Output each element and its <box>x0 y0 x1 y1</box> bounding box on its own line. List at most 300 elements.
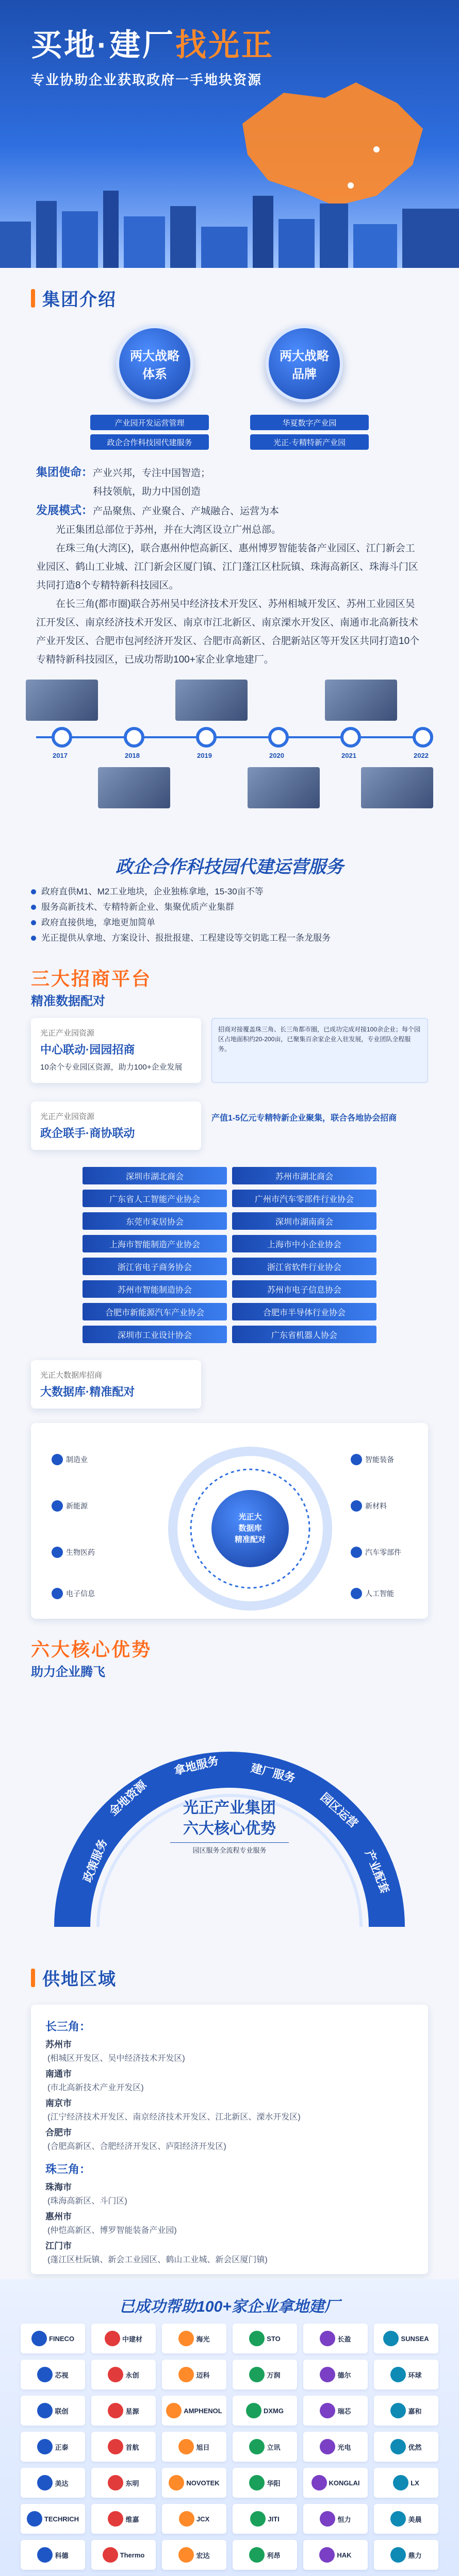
mission-row <box>36 463 423 483</box>
client-logo <box>91 2360 156 2389</box>
city-name: 珠海市 <box>45 2182 72 2192</box>
brand-pills <box>250 415 369 450</box>
client-logo <box>303 2324 368 2353</box>
logo-name: 芯视 <box>55 2371 69 2379</box>
logo-name: JITI <box>268 2515 280 2523</box>
model-label: 发展模式： <box>36 504 93 517</box>
timeline-photo <box>361 767 433 808</box>
six-heading <box>0 1632 459 1680</box>
zone-list: (市北高新技术产业开发区) <box>47 2083 144 2092</box>
six-center <box>170 1798 289 1855</box>
industry-icon <box>351 1588 362 1599</box>
client-logo <box>21 2504 85 2534</box>
client-logo <box>91 2396 156 2426</box>
client-logo <box>303 2396 368 2426</box>
timeline-year: 2021 <box>341 752 356 759</box>
strategy-brand-line2: 品牌 <box>292 367 317 381</box>
timeline-node <box>52 727 72 748</box>
client-logo <box>91 2504 156 2534</box>
hero-subtitle: 专业协助企业获取政府一手地块资源 <box>31 72 263 88</box>
logo-name: 科德 <box>55 2551 69 2560</box>
logo-mark-icon <box>320 2331 335 2346</box>
timeline-photo <box>248 767 320 808</box>
city-name: 江门市 <box>45 2241 72 2251</box>
logo-mark-icon <box>249 2367 265 2382</box>
model-text: 产品聚焦、产业聚合、产城融合、运营为本 <box>93 506 280 517</box>
logo-mark-icon <box>108 2367 123 2382</box>
service-item-text: 服务高新技术、专精特新企业、集聚优质产业集群 <box>41 902 234 912</box>
timeline-node <box>268 727 289 748</box>
logo-name: 美达 <box>55 2479 69 2487</box>
region-yrd: 长三角： <box>45 2020 91 2033</box>
intro-paragraph-1: 光正集团总部位于苏州，并在大湾区设立广州总部。 <box>56 524 282 535</box>
logo-mark-icon <box>249 2439 265 2454</box>
platform-heading <box>0 961 459 1009</box>
card-tag: 光正产业园资源 <box>40 1112 95 1121</box>
timeline-node <box>124 727 144 748</box>
logo-name: 联创 <box>55 2407 69 2415</box>
platform-card-row-1 <box>0 1009 459 1092</box>
client-logo <box>374 2324 438 2353</box>
client-logo <box>303 2432 368 2462</box>
association-item: 苏州市湖北商会 <box>232 1167 376 1184</box>
region-prd: 珠三角： <box>45 2163 91 2176</box>
service-item <box>31 915 428 930</box>
logo-mark-icon <box>179 2511 194 2527</box>
city-name: 惠州市 <box>45 2212 72 2222</box>
timeline-year: 2018 <box>125 752 140 759</box>
six-center-title: 光正产业集团 <box>183 1800 276 1817</box>
db-label-text: 生物医药 <box>66 1548 95 1556</box>
advantage-label: 产业配套 <box>363 1848 392 1895</box>
logo-name: 恒力 <box>337 2515 351 2523</box>
platform-subtitle: 精准数据配对 <box>31 994 105 1008</box>
logo-name: NOVOTEK <box>186 2479 220 2487</box>
logo-name: 星源 <box>125 2407 139 2415</box>
six-center-subtitle: 六大核心优势 <box>183 1820 276 1837</box>
logo-mark-icon <box>249 2331 265 2346</box>
timeline-node <box>340 727 361 748</box>
db-label-text: 人工智能 <box>365 1589 394 1598</box>
client-logo <box>162 2468 226 2498</box>
timeline-photo <box>175 680 248 721</box>
card-head: 大数据库·精准配对 <box>40 1385 135 1398</box>
client-logo <box>162 2540 226 2570</box>
city-name: 南通市 <box>45 2069 72 2079</box>
logo-name: 华阳 <box>267 2479 281 2487</box>
heading-bar <box>31 289 35 308</box>
association-item: 东莞市家居协会 <box>83 1212 227 1230</box>
intro-heading <box>0 268 459 320</box>
zone-list: (珠海高新区、斗门区) <box>47 2197 127 2206</box>
logo-name: 美晨 <box>408 2515 422 2523</box>
card-tag: 光正产业园资源 <box>40 1029 95 1038</box>
logo-name: 永创 <box>125 2371 139 2379</box>
logo-name: 瑞芯 <box>337 2407 351 2415</box>
logo-mark-icon <box>105 2331 120 2346</box>
advantage-label: 建厂服务 <box>249 1761 297 1785</box>
logo-mark-icon <box>319 2547 335 2563</box>
history-timeline <box>21 680 438 834</box>
service-title: 政企合作科技园代建运营服务 <box>116 857 343 877</box>
platform-card-database <box>31 1360 201 1409</box>
logo-mark-icon <box>249 2475 265 2490</box>
logo-mark-icon <box>390 2439 406 2454</box>
timeline-year: 2020 <box>269 752 284 759</box>
client-logo <box>303 2360 368 2389</box>
client-logo <box>374 2540 438 2570</box>
logo-mark-icon <box>178 2439 194 2454</box>
association-item: 深圳市工业设计协会 <box>83 1326 227 1343</box>
logo-name: 万润 <box>267 2371 281 2379</box>
timeline-node <box>413 727 433 748</box>
db-label <box>52 1588 95 1599</box>
six-advantages-diagram <box>21 1680 438 1947</box>
client-logo <box>233 2324 297 2353</box>
card-head: 政企联手·商协联动 <box>40 1127 135 1140</box>
logo-name: STO <box>267 2334 281 2343</box>
client-logo <box>233 2468 297 2498</box>
service-item-text: 政府直接供地，拿地更加简单 <box>41 918 155 927</box>
supply-title: 供地区域 <box>42 1970 117 1989</box>
logo-mark-icon <box>37 2547 53 2563</box>
logo-mark-icon <box>246 2403 261 2418</box>
brand-pill: 光正·专精特新产业园 <box>250 434 369 450</box>
bullet-icon <box>31 936 36 941</box>
db-label <box>52 1547 95 1558</box>
client-logo <box>91 2432 156 2462</box>
logo-name: 首航 <box>125 2443 139 2451</box>
association-grid <box>83 1164 376 1346</box>
platform-section <box>0 961 459 1619</box>
logo-mark-icon <box>31 2331 47 2346</box>
client-logo <box>21 2324 85 2353</box>
industry-icon <box>351 1454 362 1465</box>
logo-mark-icon <box>27 2511 42 2527</box>
bullet-icon <box>31 889 36 894</box>
mission-line2: 科技领航，助力中国创造 <box>93 486 201 497</box>
service-section <box>0 844 459 948</box>
logo-name: DXMG <box>264 2406 284 2415</box>
logo-name: Thermo <box>120 2551 145 2559</box>
service-item-text: 光正提供从拿地、方案设计、报批报建、工程建设等交钥匙工程一条龙服务 <box>41 933 331 943</box>
client-logo <box>303 2504 368 2534</box>
association-item: 广东省人工智能产业协会 <box>83 1190 227 1207</box>
heading-bar <box>31 1969 35 1987</box>
client-logo <box>233 2432 297 2462</box>
client-logo <box>21 2468 85 2498</box>
logo-mark-icon <box>390 2367 406 2382</box>
logo-grid <box>0 2324 459 2576</box>
client-logo <box>21 2432 85 2462</box>
association-item: 广州市汽车零部件行业协会 <box>232 1190 376 1207</box>
strategy-brand-circle <box>266 325 343 402</box>
logo-name: 东明 <box>125 2479 139 2487</box>
strategy-pills <box>0 415 459 450</box>
zone-list: (蓬江区杜阮镇、新会工业园区、鹤山工业城、新会区厦门镇) <box>47 2256 268 2264</box>
model-row <box>36 501 423 521</box>
db-label <box>351 1547 401 1558</box>
logo-mark-icon <box>393 2475 408 2490</box>
client-logo <box>21 2360 85 2389</box>
logo-name: 海光 <box>196 2335 210 2343</box>
logo-name: 维嘉 <box>125 2515 139 2523</box>
client-logo <box>162 2396 226 2426</box>
db-label <box>52 1454 88 1465</box>
client-logo <box>162 2432 226 2462</box>
association-item: 上海市中小企业协会 <box>232 1235 376 1252</box>
service-item <box>31 900 428 915</box>
group-intro-section <box>0 268 459 834</box>
six-center-note: 园区服务全流程专业服务 <box>170 1842 289 1855</box>
client-logo <box>21 2540 85 2570</box>
logo-mark-icon <box>178 2367 194 2382</box>
intro-paragraph-3: 在长三角(都市圈)联合苏州吴中经济技术开发区、苏州相城开发区、苏州工业园区吴江开发区、南京经济技术开发区、南京市江北新区、南京溧水开发区、南通市北高新技术产业开发区、合肥市包河经济开发区、合肥市高新区、合肥新站区等开发区共同打造10个专精特新科技园区，已成功帮助100+家企业拿地建厂。 <box>36 599 420 665</box>
db-label-text: 汽车零部件 <box>365 1548 401 1556</box>
platform-card-association <box>31 1101 201 1150</box>
logo-mark-icon <box>37 2367 53 2382</box>
client-logo <box>233 2504 297 2534</box>
client-logo <box>233 2540 297 2570</box>
card-head: 中心联动·园园招商 <box>40 1043 135 1056</box>
six-subtitle: 助力企业腾飞 <box>31 1665 105 1679</box>
logo-name: AMPHENOL <box>184 2406 222 2415</box>
platform-card-row-3 <box>0 1351 459 1418</box>
client-logo <box>233 2360 297 2389</box>
logo-mark-icon <box>37 2439 53 2454</box>
association-item: 广东省机器人协会 <box>232 1326 376 1343</box>
logo-mark-icon <box>250 2511 266 2527</box>
timeline-photo <box>98 767 170 808</box>
bullet-icon <box>31 905 36 910</box>
db-label-text: 电子信息 <box>66 1589 95 1598</box>
service-list <box>0 882 459 948</box>
six-advantages-section <box>0 1632 459 1947</box>
card-tag: 光正大数据库招商 <box>40 1371 103 1380</box>
association-item: 深圳市湖南商会 <box>232 1212 376 1230</box>
city-name: 苏州市 <box>45 2040 72 2049</box>
advantage-label: 金地资源 <box>106 1778 149 1818</box>
client-logo <box>21 2396 85 2426</box>
logo-mark-icon <box>103 2547 118 2563</box>
service-item <box>31 930 428 946</box>
logo-name: TECHRICH <box>44 2515 79 2523</box>
client-logo <box>374 2504 438 2534</box>
advantage-label: 政策服务 <box>80 1837 110 1884</box>
hub-line: 精准配对 <box>234 1535 266 1544</box>
logo-mark-icon <box>312 2475 327 2490</box>
logo-name: 迈科 <box>196 2371 210 2379</box>
city-name: 南京市 <box>45 2098 72 2108</box>
client-logo <box>374 2432 438 2462</box>
logo-name: LX <box>411 2479 419 2487</box>
timeline-photo <box>26 680 98 721</box>
platform-card-row-2 <box>0 1092 459 1159</box>
supply-box <box>31 2005 428 2274</box>
timeline-year: 2019 <box>197 752 212 759</box>
db-label <box>351 1454 394 1465</box>
logo-name: 中建材 <box>122 2335 142 2343</box>
system-pills <box>90 415 209 450</box>
mission-line1: 产业兴邦，专注中国智造； <box>93 468 211 479</box>
logo-name: 光电 <box>337 2443 351 2451</box>
hero-banner <box>0 0 459 268</box>
db-label-text: 新材料 <box>365 1502 387 1510</box>
logo-mark-icon <box>320 2367 335 2382</box>
logo-name: 长盈 <box>337 2335 351 2343</box>
advantage-label: 园区运营 <box>318 1790 360 1831</box>
logos-title: 已成功帮助100+家企业拿地建厂 <box>119 2298 340 2315</box>
logo-name: FINECO <box>48 2334 75 2343</box>
logo-mark-icon <box>108 2403 123 2418</box>
strategy-system-line1: 两大战略 <box>130 349 179 363</box>
logo-name: SUNSEA <box>401 2334 429 2343</box>
logo-mark-icon <box>249 2547 265 2563</box>
brand-pill: 华夏数字产业园 <box>250 415 369 430</box>
industry-icon <box>52 1547 63 1558</box>
industry-icon <box>52 1454 63 1465</box>
logo-mark-icon <box>166 2403 182 2418</box>
city-name: 合肥市 <box>45 2128 72 2138</box>
logo-name: 鼎力 <box>408 2551 422 2560</box>
logo-name: 正泰 <box>55 2443 69 2451</box>
client-logos-section <box>0 2279 459 2576</box>
six-title: 六大核心优势 <box>31 1639 152 1660</box>
city-skyline-illustration <box>0 180 459 268</box>
bullet-icon <box>31 920 36 925</box>
supply-section <box>0 1947 459 2274</box>
hero-title-accent: 找光正 <box>175 28 274 62</box>
database-diagram <box>31 1423 428 1619</box>
association-item: 深圳市湖北商会 <box>83 1167 227 1184</box>
industry-icon <box>52 1500 63 1512</box>
logo-mark-icon <box>320 2439 335 2454</box>
db-label-text: 制造业 <box>66 1455 88 1464</box>
association-item: 浙江省软件行业协会 <box>232 1258 376 1275</box>
db-label <box>351 1500 387 1512</box>
strategy-brand-line1: 两大战略 <box>280 349 329 363</box>
logo-mark-icon <box>108 2511 123 2527</box>
platform-card-park <box>31 1018 201 1083</box>
logo-name: JCX <box>196 2515 210 2523</box>
association-list <box>0 1159 459 1351</box>
logo-name: 立讯 <box>267 2443 281 2451</box>
logo-name: KONGLAI <box>329 2479 360 2487</box>
intro-paragraph-2: 在珠三角(大湾区)，联合惠州仲恺高新区、惠州博罗智能装备产业园区、江门新会工业园区、鹤山工业城、江门新会区厦门镇、江门蓬江区杜阮镇、珠海高新区、珠海斗门区共同打造8个专精特新科技园区。 <box>36 543 419 591</box>
association-item: 合肥市半导体行业协会 <box>232 1303 376 1320</box>
industry-icon <box>52 1588 63 1599</box>
logo-mark-icon <box>169 2475 184 2490</box>
supply-heading <box>0 1947 459 1999</box>
hero-title-prefix: 买地·建厂 <box>31 28 175 62</box>
platform-info-box: 招商对接覆盖珠三角、长三角都市圈，已成功完成对接100余企业；每个园区占地面积约20-200亩，已聚集百余家企业入驻发展，专业团队全程服务。 <box>211 1018 428 1083</box>
db-label <box>351 1588 394 1599</box>
service-item <box>31 884 428 900</box>
database-hub <box>211 1490 289 1567</box>
timeline-photo <box>325 680 397 721</box>
card-text: 10余个专业园区资源，助力100+企业发展 <box>40 1063 183 1072</box>
db-label-text: 智能装备 <box>365 1455 394 1464</box>
logo-name: 利昂 <box>267 2551 281 2560</box>
logo-mark-icon <box>178 2547 194 2563</box>
logo-mark-icon <box>37 2403 53 2418</box>
intro-text <box>0 463 459 669</box>
client-logo <box>162 2504 226 2534</box>
client-logo <box>91 2468 156 2498</box>
client-logo <box>374 2396 438 2426</box>
logo-name: 德尔 <box>337 2371 351 2379</box>
logo-mark-icon <box>390 2547 406 2563</box>
strategy-system-circle <box>116 325 193 402</box>
zone-list: (合肥高新区、合肥经济开发区、庐阳经济开发区) <box>47 2142 226 2151</box>
zone-list: (江宁经济技术开发区、南京经济技术开发区、江北新区、溧水开发区) <box>47 2113 301 2122</box>
client-logo <box>91 2540 156 2570</box>
logo-name: HAK <box>337 2551 352 2559</box>
logo-name: 嘉和 <box>408 2407 422 2415</box>
logo-name: 优然 <box>408 2443 422 2451</box>
association-text: 产值1-5亿元专精特新企业聚集，联合各地协会招商 <box>211 1114 397 1123</box>
mission-label: 集团使命： <box>36 466 93 479</box>
client-logo <box>374 2360 438 2389</box>
logo-mark-icon <box>390 2511 406 2527</box>
strategy-system-line2: 体系 <box>142 367 167 381</box>
client-logo <box>162 2360 226 2389</box>
association-item: 合肥市新能源汽车产业协会 <box>83 1303 227 1320</box>
timeline-node <box>196 727 217 748</box>
industry-icon <box>351 1547 362 1558</box>
timeline-year: 2022 <box>414 752 429 759</box>
logo-mark-icon <box>37 2475 53 2490</box>
client-logo <box>374 2468 438 2498</box>
hub-line: 数据库 <box>238 1524 262 1533</box>
client-logo <box>233 2396 297 2426</box>
system-pill: 政企合作科技园代建服务 <box>90 434 209 450</box>
logo-mark-icon <box>178 2331 194 2346</box>
logo-name: 旭日 <box>196 2443 210 2451</box>
hub-line: 光正大 <box>238 1513 262 1521</box>
system-pill: 产业园开发运营管理 <box>90 415 209 430</box>
logo-name: 宏达 <box>196 2551 210 2560</box>
intro-title: 集团介绍 <box>42 290 117 310</box>
hero-title <box>31 21 274 65</box>
timeline-year: 2017 <box>53 752 68 759</box>
logo-mark-icon <box>320 2403 335 2418</box>
logo-name: 环球 <box>408 2371 422 2379</box>
zone-list: (仲恺高新区、博罗智能装备产业园) <box>47 2226 177 2235</box>
strategy-circles <box>0 320 459 408</box>
association-item: 苏州市智能制造协会 <box>83 1280 227 1298</box>
client-logo <box>162 2324 226 2353</box>
platform-title: 三大招商平台 <box>31 968 152 989</box>
association-item: 上海市智能制造产业协会 <box>83 1235 227 1252</box>
logo-mark-icon <box>320 2511 335 2527</box>
industry-icon <box>351 1500 362 1512</box>
client-logo <box>303 2468 368 2498</box>
logo-mark-icon <box>108 2439 123 2454</box>
timeline-line <box>36 736 423 738</box>
client-logo <box>91 2324 156 2353</box>
service-item-text: 政府直供M1、M2工业地块，企业独栋拿地，15-30亩不等 <box>41 887 264 896</box>
association-item: 浙江省电子商务协会 <box>83 1258 227 1275</box>
logo-mark-icon <box>383 2331 399 2346</box>
logo-mark-icon <box>108 2475 123 2490</box>
logo-mark-icon <box>390 2403 406 2418</box>
db-label <box>52 1500 88 1512</box>
advantage-label: 拿地服务 <box>173 1754 220 1777</box>
zone-list: (相城区开发区、吴中经济技术开发区) <box>47 2054 185 2063</box>
client-logo <box>303 2540 368 2570</box>
db-label-text: 新能源 <box>66 1502 88 1510</box>
